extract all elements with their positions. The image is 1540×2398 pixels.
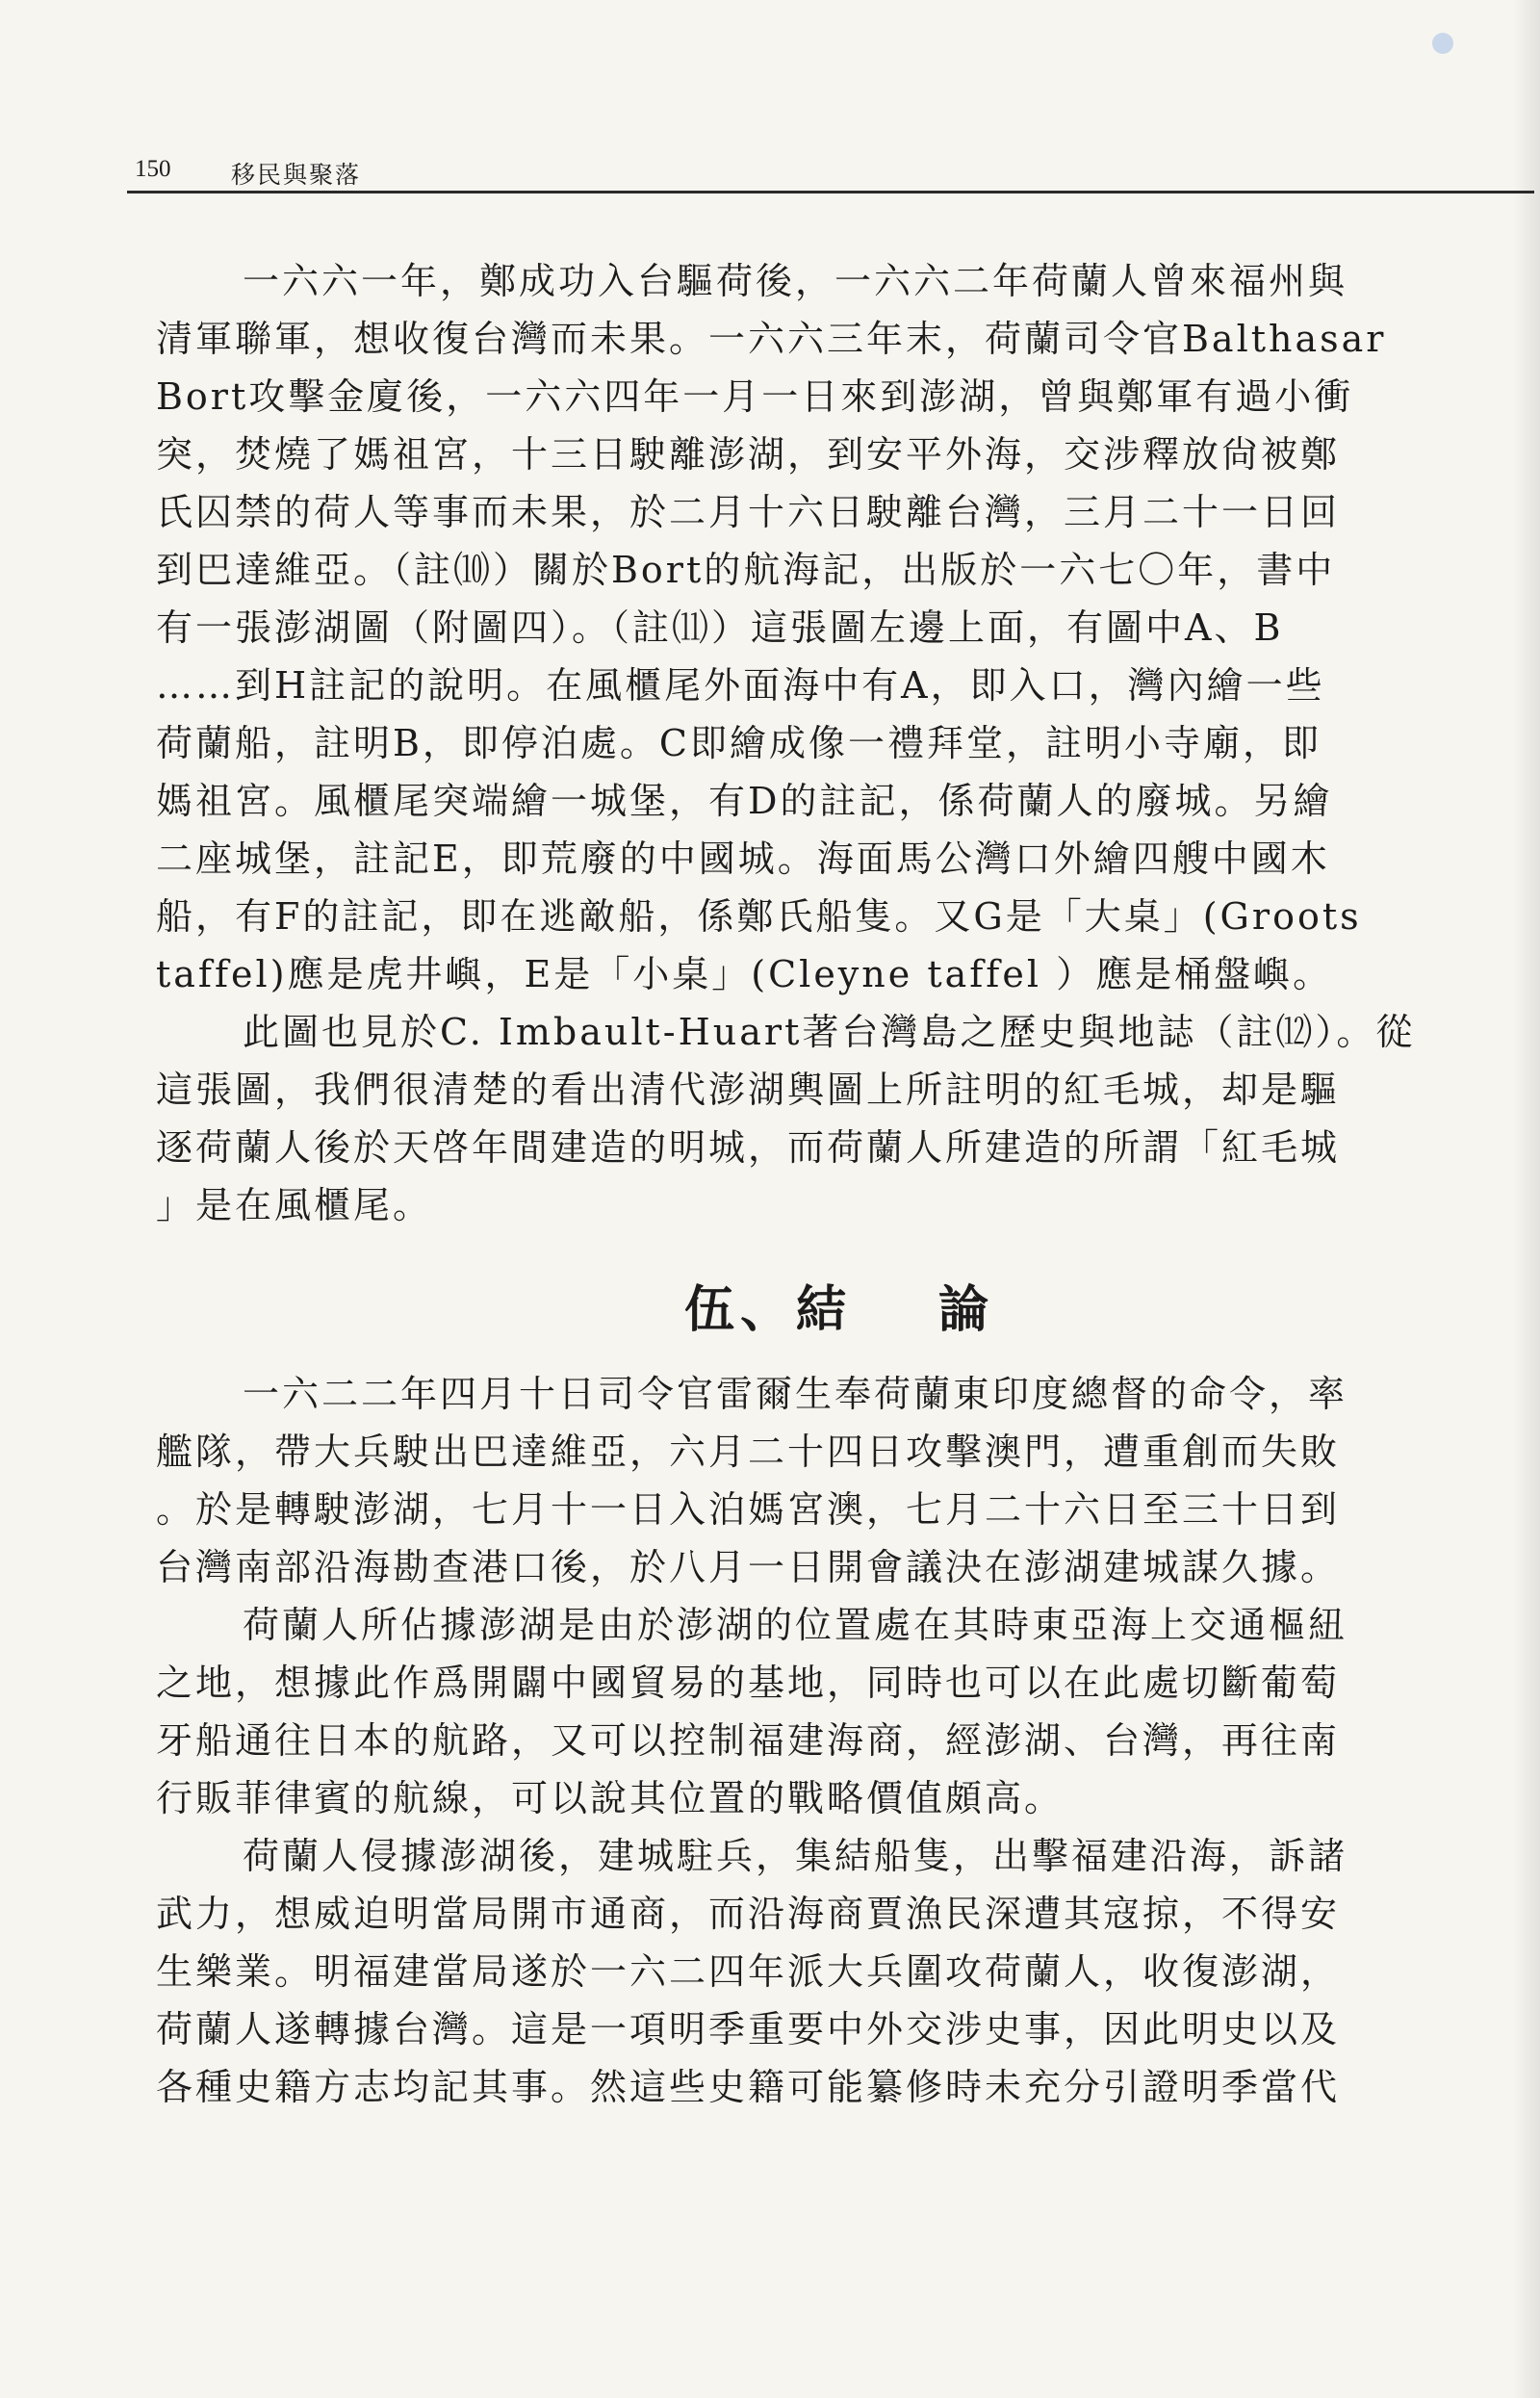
running-title: 移民與聚落 xyxy=(231,161,362,189)
page-body xyxy=(156,252,1523,2116)
section-heading xyxy=(156,1269,1523,1339)
text-line: taffel)應是虎井嶼，E是「小桌」(Cleyne taffel ）應是桶盤嶼。 xyxy=(156,953,1333,995)
text-line: 荷蘭人所佔據澎湖是由於澎湖的位置處在其時東亞海上交通樞紐 xyxy=(243,1604,1348,1646)
text-line: 荷蘭人遂轉據台灣。這是一項明季重要中外交涉史事，因此明史以及 xyxy=(156,2008,1341,2050)
section-heading-part1: 伍、結 xyxy=(683,1281,852,1339)
text-line: 之地，想據此作爲開闢中國貿易的基地，同時也可以在此處切斷葡萄 xyxy=(156,1662,1341,1704)
text-line: 武力，想威迫明當局開市通商，而沿海商賈漁民深遭其寇掠，不得安 xyxy=(156,1893,1341,1935)
corner-mark xyxy=(1432,33,1453,54)
text-line: 行販菲律賓的航線，可以說其位置的戰略價值頗高。 xyxy=(156,1777,1065,1819)
text-line: 清軍聯軍，想收復台灣而未果。一六六三年末，荷蘭司令官Balthasar xyxy=(156,318,1387,360)
page-header xyxy=(135,156,1530,194)
text-line: 一六六一年，鄭成功入台驅荷後，一六六二年荷蘭人曾來福州與 xyxy=(243,260,1348,302)
text-line: 生樂業。明福建當局遂於一六二四年派大兵圍攻荷蘭人，收復澎湖， xyxy=(156,1950,1341,1993)
text-line: 二座城堡，註記E，即荒廢的中國城。海面馬公灣口外繪四艘中國木 xyxy=(156,838,1330,880)
text-line: 氏囚禁的荷人等事而未果，於二月十六日駛離台灣，三月二十一日回 xyxy=(156,491,1341,533)
section-heading-part2: 論 xyxy=(938,1281,995,1339)
paragraph-dutch-expedition xyxy=(156,252,1523,1003)
text-line: 媽祖宮。風櫃尾突端繪一城堡，有D的註記，係荷蘭人的廢城。另繪 xyxy=(156,780,1333,822)
text-line: 船，有F的註記，即在逃敵船，係鄭氏船隻。又G是「大桌」(Groots xyxy=(156,895,1362,938)
text-line: 。於是轉駛澎湖，七月十一日入泊媽宮澳，七月二十六日至三十日到 xyxy=(156,1488,1341,1531)
text-line: Bort攻擊金廈後，一六六四年一月一日來到澎湖，曾與鄭軍有過小衝 xyxy=(156,375,1354,418)
text-line: 到巴達維亞。（註⑽）關於Bort的航海記，出版於一六七〇年，書中 xyxy=(156,549,1336,591)
page-number: 150 xyxy=(135,156,171,182)
paragraph-conclusion-1 xyxy=(156,1365,1523,1596)
text-line: 」是在風櫃尾。 xyxy=(156,1184,433,1226)
text-line: 有一張澎湖圖（附圖四）。（註⑾）這張圖左邊上面，有圖中A、B xyxy=(156,606,1284,649)
paragraph-conclusion-3 xyxy=(156,1827,1523,2116)
text-line: 突，焚燒了媽祖宮，十三日駛離澎湖，到安平外海，交涉釋放尙被鄭 xyxy=(156,433,1341,476)
text-line: 艦隊，帶大兵駛出巴達維亞，六月二十四日攻擊澳門，遭重創而失敗 xyxy=(156,1431,1341,1473)
text-line: 荷蘭人侵據澎湖後，建城駐兵，集結船隻，出擊福建沿海，訴諸 xyxy=(243,1835,1348,1877)
paragraph-map-source xyxy=(156,1003,1523,1234)
text-line: 逐荷蘭人後於天啓年間建造的明城，而荷蘭人所建造的所謂「紅毛城 xyxy=(156,1126,1341,1169)
text-line: 牙船通往日本的航路，又可以控制福建海商，經澎湖、台灣，再往南 xyxy=(156,1719,1341,1762)
text-line: 各種史籍方志均記其事。然這些史籍可能纂修時未充分引證明季當代 xyxy=(156,2066,1341,2108)
text-line: 荷蘭船，註明B，即停泊處。C即繪成像一禮拜堂，註明小寺廟，即 xyxy=(156,722,1322,764)
text-line: 一六二二年四月十日司令官雷爾生奉荷蘭東印度總督的命令，率 xyxy=(243,1373,1348,1415)
header-rule xyxy=(127,191,1534,193)
text-line: 此圖也見於C. Imbault-Huart著台灣島之歷史與地誌（註⑿）。從 xyxy=(243,1011,1416,1053)
text-line: 這張圖，我們很清楚的看出清代澎湖輿圖上所註明的紅毛城，却是驅 xyxy=(156,1069,1341,1111)
text-line: ……到H註記的說明。在風櫃尾外面海中有A，即入口，灣內繪一些 xyxy=(156,664,1325,707)
text-line: 台灣南部沿海勘查港口後，於八月一日開會議決在澎湖建城謀久據。 xyxy=(156,1546,1341,1588)
paragraph-conclusion-2 xyxy=(156,1596,1523,1827)
